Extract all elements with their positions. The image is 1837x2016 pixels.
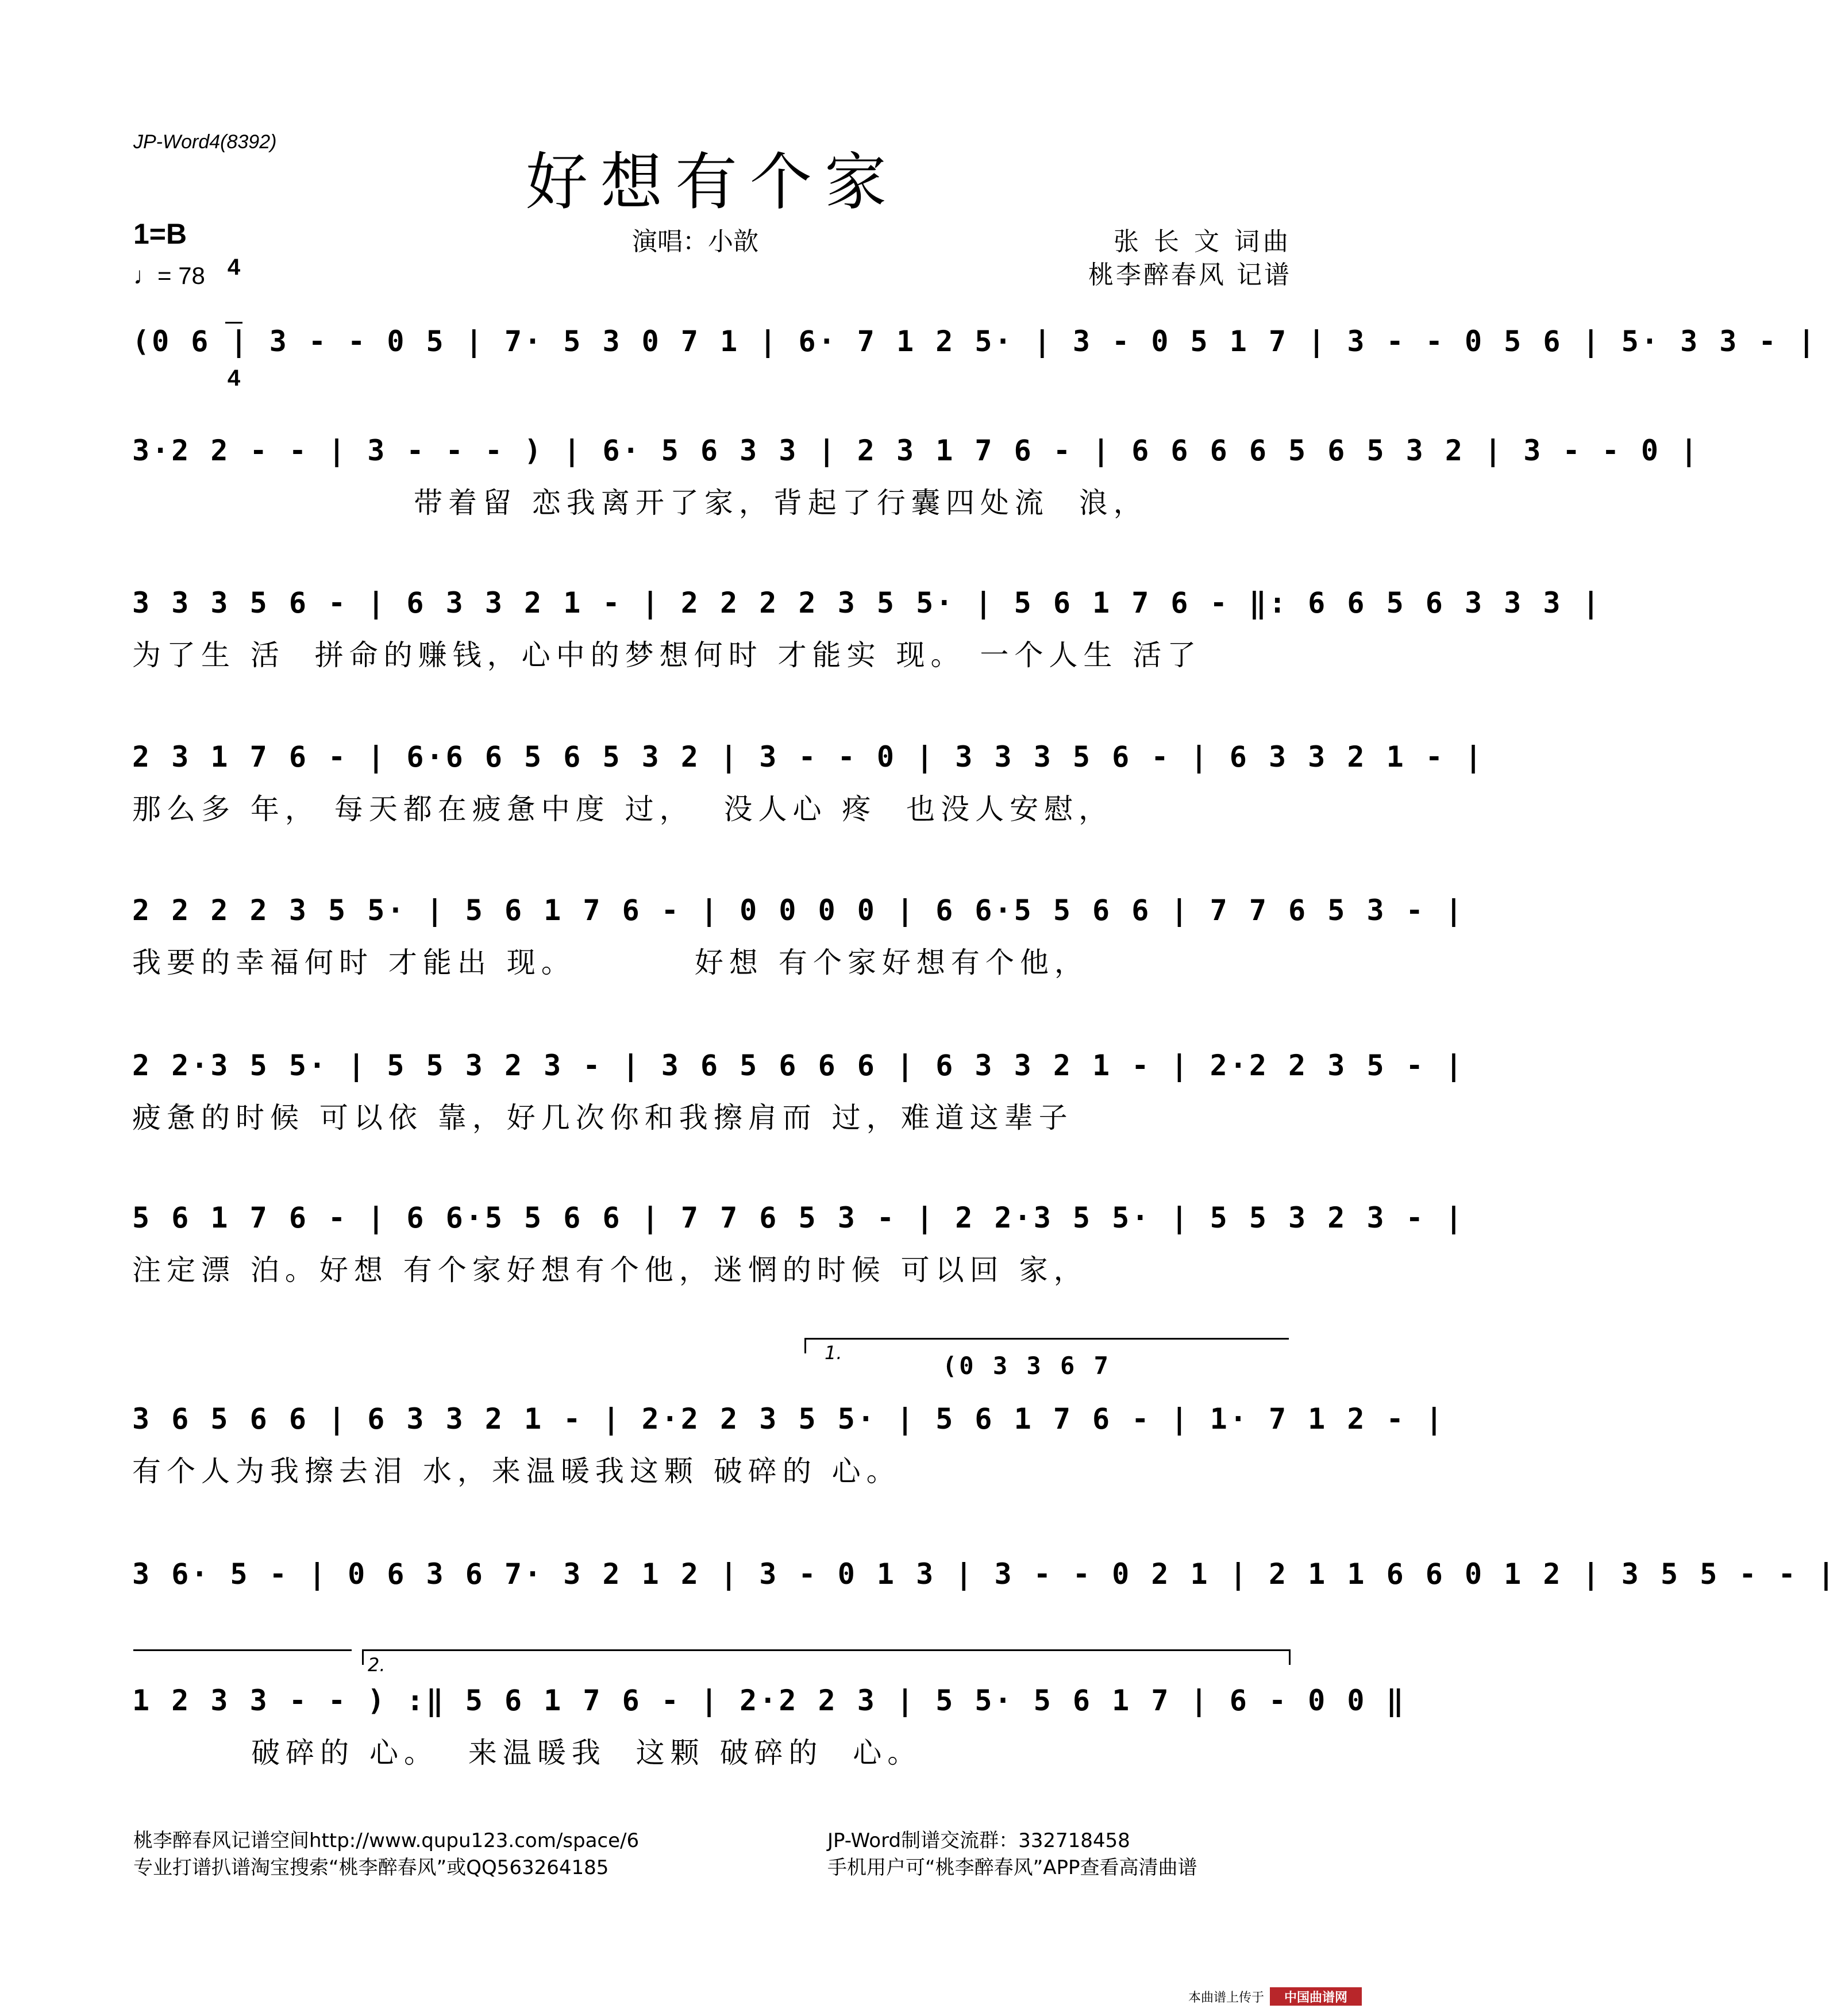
system-4-notes: 2 3 1 7 6 - | 6·6 6 5 6 5 3 2 | 3 - - 0 | 3 3 3 5 6 - | 6 3 3 2 1 - | <box>132 740 1485 774</box>
system-6-lyrics: 疲惫的时候 可以依 靠，好几次你和我擦肩而 过，难道这辈子 <box>132 1101 1073 1134</box>
tempo-marking: ♩= 78 <box>133 262 205 289</box>
system-10-lyrics: 破碎的 心。 来温暖我 这颗 破碎的 心。 <box>132 1736 922 1769</box>
upload-credit-text: 本曲谱上传于 <box>1188 1990 1264 2005</box>
system-1-notes: (0 6 | 3 - - 0 5 | 7· 5 3 0 7 1 | 6· 7 1 2 5· | 3 - 0 5 1 7 | 3 - - 0 5 6 | 5· 3 3 - | <box>132 325 1817 358</box>
fill-in-notes: (0 3 3 6 7 <box>942 1352 1111 1380</box>
system-3-lyrics: 为了生 活 拼命的赚钱，心中的梦想何时 才能实 现。 一个人生 活了 <box>132 638 1202 672</box>
system-2-lyrics: 带着留 恋我离开了家，背起了行囊四处流 浪， <box>414 486 1148 520</box>
system-7-lyrics: 注定漂 泊。好想 有个家好想有个他，迷惘的时候 可以回 家， <box>132 1253 1088 1287</box>
system-10-notes: 1 2 3 3 - - ) :‖ 5 6 1 7 6 - | 2·2 2 3 | 5 5· 5 6 1 7 | 6 - 0 0 ‖ <box>132 1684 1406 1717</box>
song-title: 好想有个家 <box>525 147 899 218</box>
system-9-notes: 3 6· 5 - | 0 6 3 6 7· 3 2 1 2 | 3 - 0 1 3 | 3 - - 0 2 1 | 2 1 1 6 6 0 1 2 | 3 5 5 - - | <box>132 1557 1837 1591</box>
first-ending-bracket <box>804 1338 1289 1353</box>
meter-top: 4 <box>227 255 241 280</box>
second-ending-bracket <box>362 1649 1291 1665</box>
system-5-notes: 2 2 2 2 3 5 5· | 5 6 1 7 6 - | 0 0 0 0 | 6 6·5 5 6 6 | 7 7 6 5 3 - | <box>132 894 1465 927</box>
system-8-lyrics: 有个人为我擦去泪 水，来温暖我这颗 破碎的 心。 <box>132 1455 901 1488</box>
system-4-lyrics: 那么多 年， 每天都在疲惫中度 过， 没人心 疼 也没人安慰， <box>132 792 1114 826</box>
singer-credit: 演唱：小歆 <box>632 227 758 256</box>
first-ending-continuation <box>133 1649 352 1651</box>
footer-right-line-2: 手机用户可“桃李醉春风”APP查看高清曲谱 <box>827 1856 1197 1879</box>
system-7-notes: 5 6 1 7 6 - | 6 6·5 5 6 6 | 7 7 6 5 3 - | 2 2·3 5 5· | 5 5 3 2 3 - | <box>132 1201 1465 1234</box>
footer-left-line-2: 专业打谱扒谱淘宝搜索“桃李醉春风”或QQ563264185 <box>133 1856 609 1879</box>
composer-credit: 张 长 文 词曲 <box>1114 227 1292 256</box>
system-3-notes: 3 3 3 5 6 - | 6 3 3 2 1 - | 2 2 2 2 3 5 5· | 5 6 1 7 6 - ‖: 6 6 5 6 3 3 3 | <box>132 586 1602 620</box>
upload-credit <box>1188 1987 1362 2006</box>
software-label: JP-Word4(8392) <box>133 131 277 153</box>
system-8-notes: 3 6 5 6 6 | 6 3 3 2 1 - | 2·2 2 3 5 5· | 5 6 1 7 6 - | 1· 7 1 2 - | <box>132 1402 1445 1436</box>
key-signature: 1=B <box>133 218 187 250</box>
site-logo: 中国曲谱网 <box>1270 1987 1362 2006</box>
time-signature <box>225 213 242 411</box>
first-ending-label: 1. <box>825 1342 842 1364</box>
footer-right-line-1: JP-Word制谱交流群：332718458 <box>827 1829 1130 1852</box>
transcriber-credit: 桃李醉春风 记谱 <box>1088 260 1292 290</box>
system-6-notes: 2 2·3 5 5· | 5 5 3 2 3 - | 3 6 5 6 6 6 | 6 3 3 2 1 - | 2·2 2 3 5 - | <box>132 1049 1465 1082</box>
footer-left-line-1: 桃李醉春风记谱空间http://www.qupu123.com/space/6 <box>133 1829 640 1852</box>
system-5-lyrics: 我要的幸福何时 才能出 现。 好想 有个家好想有个他， <box>132 946 1089 979</box>
meter-bottom: 4 <box>227 366 241 391</box>
meter-divider <box>225 322 242 324</box>
second-ending-label: 2. <box>368 1654 386 1676</box>
system-2-notes: 3·2 2 - - | 3 - - - ) | 6· 5 6 3 3 | 2 3 1 7 6 - | 6 6 6 6 5 6 5 3 2 | 3 - - 0 | <box>132 434 1700 467</box>
